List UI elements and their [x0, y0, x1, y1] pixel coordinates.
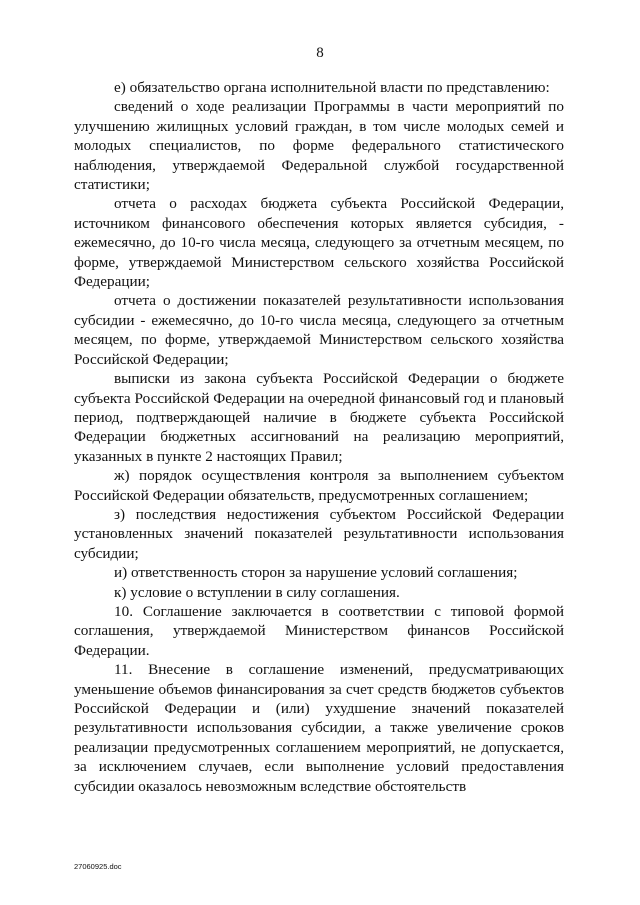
paragraph-k-entry-into-force: к) условие о вступлении в силу соглашения. [114, 583, 400, 601]
paragraph-expense-report: отчета о расходах бюджета субъекта Российской Федерации, источником финансового обеспечения которых является субсидия, - ежемесячно, до 10-го числа месяца, следующего за отчетным месяцем, по форме, утверждаемой Министерством сельского хозяйства Российской Федерации; [74, 195, 564, 291]
paragraph-budget-law-extract: выписки из закона субъекта Российской Федерации о бюджете субъекта Российской Федерации на очередной финансовый год и плановый период, подтверждающей наличие в бюджете субъекта Российской Федерации бюджетных ассигнований на реализацию мероприятий, указанных в пункте 2 настоящих Правил; [74, 370, 564, 465]
paragraph-program-progress-info: сведений о ходе реализации Программы в части мероприятий по улучшению жилищных условий граждан, в том числе молодых семей и молодых специалистов, по форме федерального статистического наблюдения, утверждаемой Федеральной службой государственной статистики; [74, 98, 564, 194]
paragraph-e-obligation: е) обязательство органа исполнительной власти по представлению: [114, 79, 550, 96]
paragraph-i-liability: и) ответственность сторон за нарушение условий соглашения; [114, 564, 518, 582]
paragraph-zh-control-procedure: ж) порядок осуществления контроля за выполнением субъектом Российской Федерации обязательств, предусмотренных соглашением; [74, 467, 564, 504]
paragraph-performance-report: отчета о достижении показателей результативности использования субсидии - ежемесячно, до 10-го числа месяца, следующего за отчетным месяцем, по форме, утверждаемой Министерством сельского хозяйства Российской Федерации; [74, 292, 564, 368]
footer-filename: 27060925.doc [74, 862, 122, 871]
page-number: 8 [316, 45, 324, 61]
document-body [74, 78, 564, 796]
paragraph-11-amendments: 11. Внесение в соглашение изменений, предусматривающих уменьшение объемов финансирования за счет средств бюджетов субъектов Российской Федерации и (или) ухудшение значений показателей результативности использования субсидии, а также увеличение сроков реализации предусмотренных соглашением мероприятий, не допускается, за исключением случаев, если выполнение условий предоставления субсидии оказалось невозможным вследствие обстоятельств [74, 661, 564, 795]
paragraph-10-standard-form: 10. Соглашение заключается в соответствии с типовой формой соглашения, утверждаемой Министерством финансов Российской Федерации. [74, 602, 564, 659]
paragraph-z-consequences: з) последствия недостижения субъектом Российской Федерации установленных значений показателей результативности использования субсидии; [74, 505, 564, 562]
